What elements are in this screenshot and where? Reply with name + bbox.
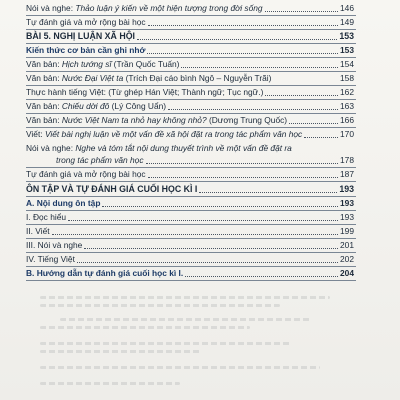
dot-leader: [199, 192, 337, 193]
toc-row-r1: [0, 2, 400, 15]
dot-leader: [102, 206, 338, 207]
toc-row-r8: [0, 100, 400, 113]
toc-page-number: 187: [340, 169, 354, 179]
toc-entry-text: Văn bản: Chiếu dời đô (Lý Công Uẩn): [26, 101, 167, 111]
dot-leader: [148, 177, 338, 178]
row-divider: [26, 280, 356, 281]
toc-row-r20: [0, 267, 400, 280]
show-through-line: [40, 366, 320, 369]
dot-leader: [185, 276, 338, 277]
toc-page-number: 193: [340, 198, 354, 208]
show-through-line: [40, 350, 200, 353]
dot-leader: [68, 220, 338, 221]
dot-leader: [147, 53, 338, 54]
toc-page-number: 193: [339, 184, 354, 194]
toc-page-number: 154: [340, 59, 354, 69]
toc-section-title: B. Hướng dẫn tự đánh giá cuối học kì I.: [26, 268, 184, 278]
toc-row-r3: [0, 30, 400, 43]
toc-entry-text: III. Nói và nghe: [26, 240, 83, 250]
toc-row-r4: [0, 44, 400, 57]
toc-entry-text: Tự đánh giá và mở rộng bài học: [26, 17, 146, 27]
toc-chapter-title: BÀI 5. NGHỊ LUẬN XÃ HỘI: [26, 31, 135, 41]
dot-leader: [289, 123, 338, 124]
row-divider: [26, 181, 356, 182]
dot-leader: [148, 25, 338, 26]
toc-page-number: 158: [340, 73, 354, 83]
toc-page-number: 202: [340, 254, 354, 264]
toc-page-number: 199: [340, 226, 354, 236]
toc-page-number: 178: [340, 155, 354, 165]
toc-page-number: 170: [340, 129, 354, 139]
toc-section-title: Kiến thức cơ bản cần ghi nhớ: [26, 45, 146, 55]
toc-row-r14: [0, 183, 400, 196]
toc-row-r15: [0, 197, 400, 210]
dot-leader: [265, 95, 338, 96]
toc-entry-text: Văn bản: Nước Việt Nam ta nhỏ hay không nhỏ? (Dương Trung Quốc): [26, 115, 288, 125]
toc-page-number: 163: [340, 101, 354, 111]
toc-row-r6: [0, 72, 400, 85]
toc-row-r7: [0, 86, 400, 99]
show-through-line: [60, 318, 310, 321]
toc-row-r18: [0, 239, 400, 252]
toc-page-number: 204: [340, 268, 354, 278]
toc-row-r13: [0, 168, 400, 181]
toc-row-r10: [0, 128, 400, 141]
toc-page-number: 153: [339, 31, 354, 41]
toc-entry-text: I. Đọc hiểu: [26, 212, 67, 222]
dot-leader: [265, 11, 338, 12]
dot-leader: [52, 234, 338, 235]
toc-row-r16: [0, 211, 400, 224]
dot-leader: [181, 67, 338, 68]
toc-entry-text: Nói và nghe: Nghe và tóm tắt nội dung thuyết trình về một vấn đề đặt ra: [26, 143, 292, 153]
toc-entry-text: II. Viết: [26, 226, 50, 236]
dot-leader: [137, 39, 337, 40]
toc-page-number: 193: [340, 212, 354, 222]
show-through-line: [40, 304, 280, 307]
show-through-line: [40, 382, 180, 385]
toc-page-number: 146: [340, 3, 354, 13]
dot-leader: [168, 109, 338, 110]
toc-page-number: 153: [340, 45, 354, 55]
toc-entry-text: Văn bản: Nước Đại Việt ta (Trích Đại cáo bình Ngô – Nguyễn Trãi): [26, 73, 272, 83]
dot-leader: [146, 163, 338, 164]
toc-row-r19: [0, 253, 400, 266]
dot-leader: [304, 137, 338, 138]
toc-page-number: 201: [340, 240, 354, 250]
toc-row-r17: [0, 225, 400, 238]
toc-row-r9: [0, 114, 400, 127]
toc-row-r12: [0, 154, 400, 167]
toc-chapter-title: ÔN TẬP VÀ TỰ ĐÁNH GIÁ CUỐI HỌC KÌ I: [26, 184, 198, 194]
toc-entry-text: Văn bản: Hịch tướng sĩ (Trần Quốc Tuấn): [26, 59, 180, 69]
toc-entry-text: trong tác phẩm văn học: [56, 155, 144, 165]
toc-page-number: 166: [340, 115, 354, 125]
dot-leader: [77, 262, 338, 263]
toc-entry-text: Nói và nghe: Thảo luận ý kiến về một hiện tượng trong đời sống: [26, 3, 263, 13]
toc-entry-text: IV. Tiếng Việt: [26, 254, 75, 264]
toc-row-r2: [0, 16, 400, 29]
toc-entry-text: Thực hành tiếng Việt: (Từ ghép Hán Việt; Thành ngữ; Tục ngữ.): [26, 87, 264, 97]
dot-leader: [84, 248, 338, 249]
toc-section-title: A. Nội dung ôn tập: [26, 198, 101, 208]
show-through-line: [40, 326, 250, 329]
toc-row-r5: [0, 58, 400, 71]
show-through-line: [40, 342, 290, 345]
toc-entry-text: Viết: Viết bài nghị luận về một vấn đề xã hội đặt ra trong tác phẩm văn học: [26, 129, 303, 139]
toc-entry-text: Tự đánh giá và mở rộng bài học: [26, 169, 146, 179]
show-through-line: [40, 296, 330, 299]
toc-page-number: 162: [340, 87, 354, 97]
toc-page-number: 149: [340, 17, 354, 27]
